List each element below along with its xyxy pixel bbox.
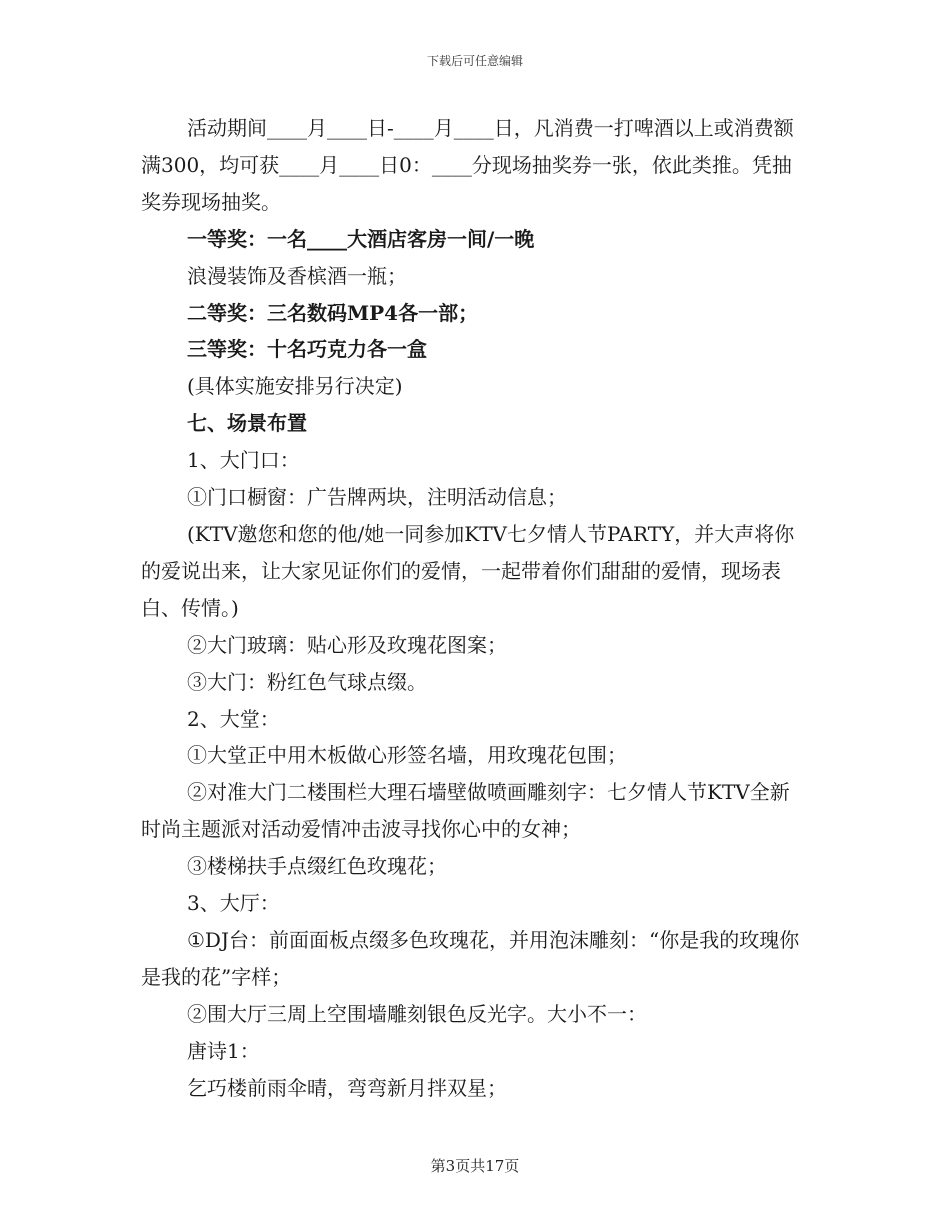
section-heading-7: 七、场景布置	[187, 411, 307, 436]
subsection-entrance: 1、大门口：	[187, 448, 300, 473]
poem-line: 乞巧楼前雨伞晴，弯弯新月拌双星；	[187, 1075, 507, 1100]
lobby-item-2: ②对准大门二楼围栏大理石墙壁做喷画雕刻字：七夕情人节KTV全新时尚主题派对活动爱情冲击波寻找你心中的女神；	[141, 780, 790, 842]
third-prize: 三等奖：十名巧克力各一盒	[187, 337, 427, 362]
page-header: 下载后可任意编辑	[426, 54, 523, 68]
lobby-item-3: ③楼梯扶手点缀红色玫瑰花；	[187, 854, 447, 879]
activity-paragraph: 活动期间____月____日-____月____日，凡消费一打啤酒以上或消费额满300，均可获____月____日0：____分现场抽奖券一张，依此类推。凭抽奖券现场抽奖。	[141, 116, 794, 214]
hall-item-2: ②围大厅三周上空围墙雕刻银色反光字。大小不一：	[187, 1001, 647, 1026]
poem-title: 唐诗1：	[187, 1038, 260, 1063]
first-prize: 一等奖：一名____大酒店客房一间/一晚	[187, 226, 535, 251]
second-prize: 二等奖：三名数码MP4各一部；	[187, 300, 479, 325]
document-body	[141, 110, 806, 1106]
entrance-item-2: ②大门玻璃：贴心形及玫瑰花图案；	[187, 632, 507, 657]
first-prize-detail: 浪漫装饰及香槟酒一瓶；	[187, 263, 407, 288]
subsection-hall: 3、大厅：	[187, 891, 280, 916]
subsection-lobby: 2、大堂：	[187, 706, 280, 731]
entrance-item-3: ③大门：粉红色气球点缀。	[187, 669, 427, 694]
hall-item-1: ①DJ台：前面面板点缀多色玫瑰花，并用泡沫雕刻：“你是我的玫瑰你是我的花”字样；	[141, 927, 800, 989]
page-footer: 第3页共17页	[430, 1157, 520, 1175]
prize-note: (具体实施安排另行决定)	[187, 374, 403, 399]
lobby-item-1: ①大堂正中用木板做心形签名墙，用玫瑰花包围；	[187, 743, 627, 768]
entrance-item-1-detail: (KTV邀您和您的他/她一同参加KTV七夕情人节PARTY，并大声将你的爱说出来，让大家见证你们的爱情，一起带着你们甜甜的爱情，现场表白、传情。)	[141, 521, 795, 620]
entrance-item-1: ①门口橱窗：广告牌两块，注明活动信息；	[187, 485, 567, 510]
